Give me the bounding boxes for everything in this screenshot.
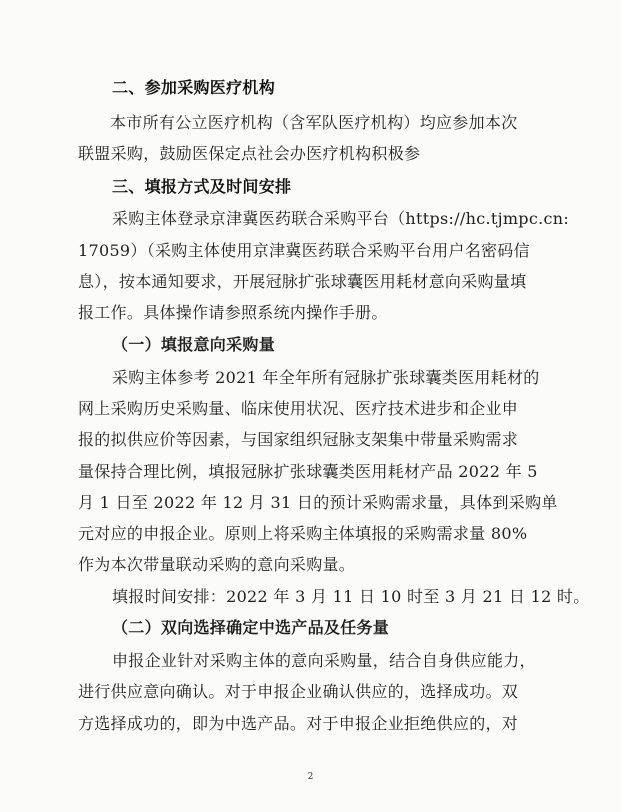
paragraph-line: 方选择成功的，即为中选产品。对于申报企业拒绝供应的，对 <box>78 714 519 733</box>
paragraph-line: 采购主体参考 2021 年全年所有冠脉扩张球囊类医用耗材的 <box>112 368 540 387</box>
paragraph-line: 报的拟供应价等因素，与国家组织冠脉支架集中带量采购需求 <box>78 430 519 449</box>
paragraph-line: 作为本次带量联动采购的意向采购量。 <box>78 555 356 574</box>
paragraph-line: 网上采购历史采购量、临床使用状况、医疗技术进步和企业申 <box>78 399 519 418</box>
paragraph-line: 采购主体登录京津冀医药联合采购平台（https://hc.tjmpc.cn: <box>112 209 570 228</box>
paragraph-line: 元对应的申报企业。原则上将采购主体填报的采购需求量 80% <box>78 524 528 543</box>
paragraph-line: 17059）（采购主体使用京津冀医药联合采购平台用户名密码信 <box>78 241 530 260</box>
page-number: 2 <box>307 772 314 782</box>
paragraph-line: 报工作。具体操作请参照系统内操作手册。 <box>78 303 388 322</box>
paragraph-line: 填报时间安排：2022 年 3 月 11 日 10 时至 3 月 21 日 12 时。 <box>112 587 590 606</box>
paragraph-line: 月 1 日至 2022 年 12 月 31 日的预计采购需求量，具体到采购单 <box>78 493 558 512</box>
paragraph-line: 申报企业针对采购主体的意向采购量，结合自身供应能力， <box>112 651 536 670</box>
section-heading: 二、参加采购医疗机构 <box>112 78 276 97</box>
paragraph-line: 息），按本通知要求，开展冠脉扩张球囊医用耗材意向采购量填 <box>78 272 527 291</box>
paragraph-line: 进行供应意向确认。对于申报企业确认供应的，选择成功。双 <box>78 682 519 701</box>
section-heading: 三、填报方式及时间安排 <box>112 177 292 196</box>
paragraph-line: 量保持合理比例，填报冠脉扩张球囊类医用耗材产品 2022 年 5 <box>78 462 538 481</box>
subsection-heading: （一）填报意向采购量 <box>112 335 276 354</box>
paragraph-line: 联盟采购，鼓励医保定点社会办医疗机构积极参 <box>78 144 421 163</box>
paragraph-line: 本市所有公立医疗机构（含军队医疗机构）均应参加本次 <box>110 113 518 132</box>
subsection-heading: （二）双向选择确定中选产品及任务量 <box>112 618 390 637</box>
